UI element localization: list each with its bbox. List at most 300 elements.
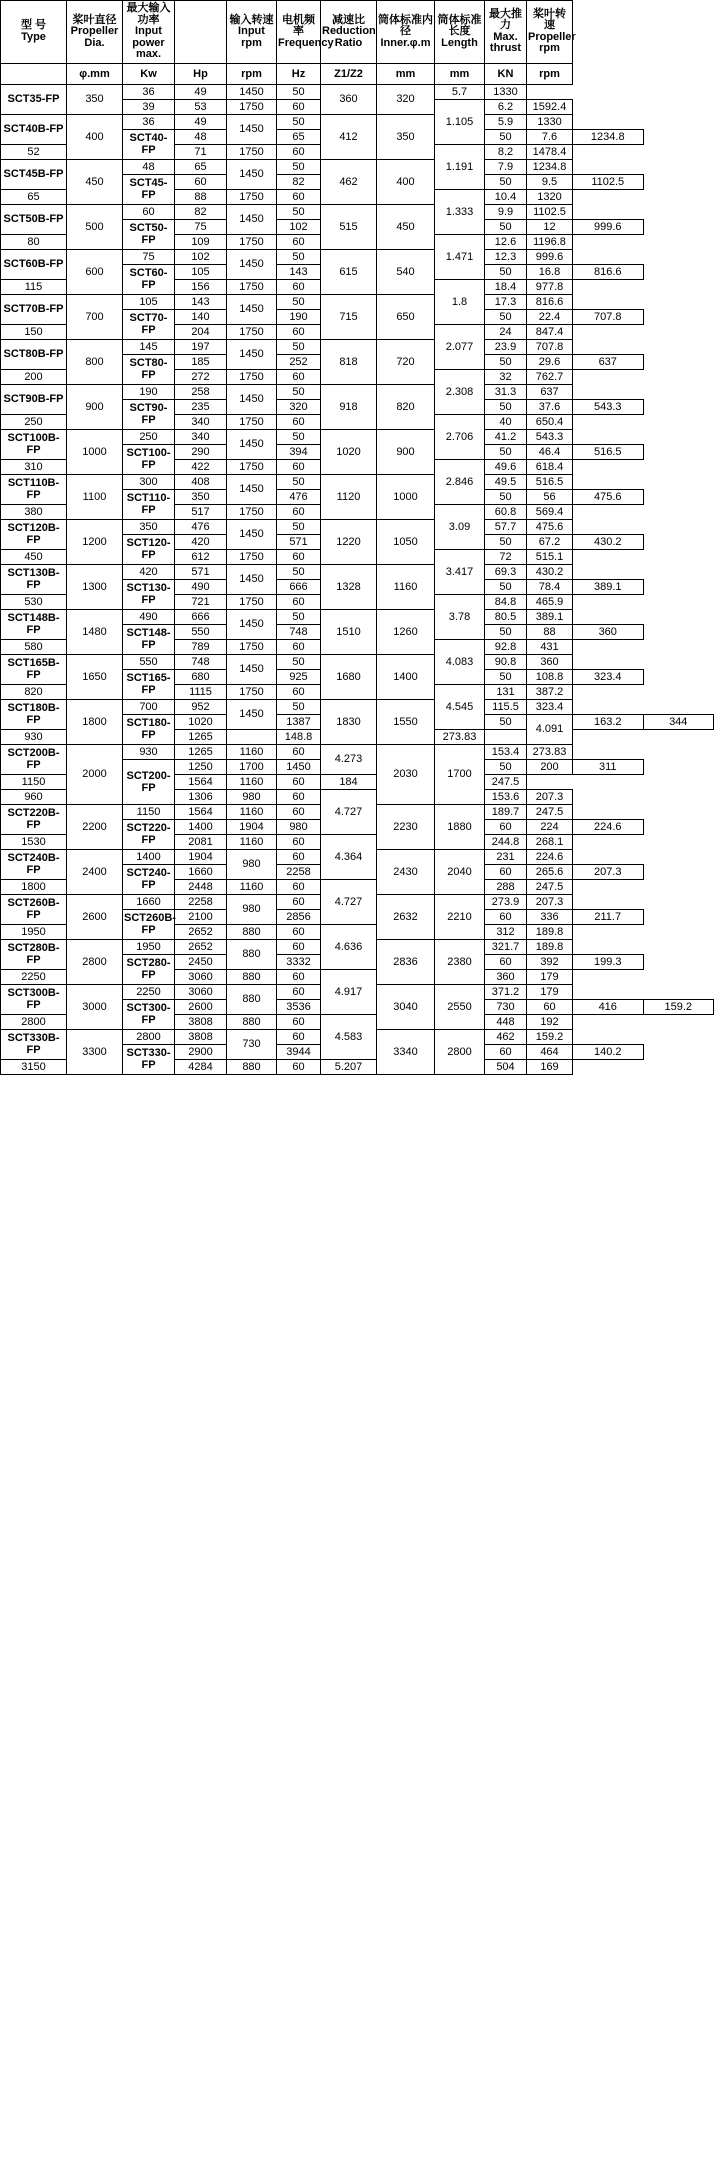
cell-hp: 3060 <box>175 969 227 984</box>
cell-prop-rpm: 179 <box>527 969 573 984</box>
cell-hz: 50 <box>277 519 321 534</box>
cell-prop-rpm: 273.83 <box>527 744 573 759</box>
cell-hp: 65 <box>175 159 227 174</box>
col-header-cn-7: 筒体标准内径 <box>378 13 433 38</box>
cell-model: SCT90B-FP <box>1 384 67 414</box>
cell-hz: 60 <box>277 414 321 429</box>
col-header-3 <box>175 1 227 64</box>
cell-dia: 600 <box>67 249 123 294</box>
cell-kw: 1400 <box>123 849 175 864</box>
cell-dia: 2200 <box>67 804 123 849</box>
cell-prop-rpm: 977.8 <box>527 279 573 294</box>
cell-hp: 53 <box>175 99 227 114</box>
cell-hz: 50 <box>277 384 321 399</box>
cell-ratio: 3.417 <box>435 549 485 594</box>
cell-model: SCT130-FP <box>123 579 175 609</box>
cell-model: SCT60-FP <box>123 264 175 294</box>
cell-dia: 2800 <box>67 939 123 984</box>
cell-rpm: 1750 <box>227 639 277 654</box>
cell-hp: 952 <box>175 699 227 714</box>
cell-prop-rpm: 224.6 <box>527 849 573 864</box>
table-row <box>1 609 714 624</box>
cell-inner: 3040 <box>377 984 435 1029</box>
col-header-1 <box>67 1 123 64</box>
cell-kw: 350 <box>123 519 175 534</box>
cell-length: 900 <box>377 429 435 474</box>
cell-thrust: 90.8 <box>485 654 527 669</box>
cell-hz: 50 <box>485 714 527 729</box>
cell-thrust: 88 <box>527 624 573 639</box>
cell-rpm: 1750 <box>227 369 277 384</box>
cell-hp: 190 <box>277 309 321 324</box>
cell-hp: 143 <box>175 294 227 309</box>
cell-model: SCT80B-FP <box>1 339 67 369</box>
cell-rpm: 1450 <box>277 759 321 774</box>
col-header-cn-9: 最大推力 <box>489 7 522 32</box>
cell-kw: 1250 <box>175 759 227 774</box>
cell-kw: 150 <box>1 324 67 339</box>
cell-model: SCT70B-FP <box>1 294 67 324</box>
cell-hz: 50 <box>277 294 321 309</box>
cell-hz: 50 <box>485 129 527 144</box>
cell-prop-rpm: 465.9 <box>527 594 573 609</box>
cell-inner: 412 <box>321 114 377 159</box>
cell-hp: 252 <box>277 354 321 369</box>
cell-thrust: 448 <box>485 1014 527 1029</box>
cell-prop-rpm: 207.3 <box>527 789 573 804</box>
cell-rpm: 1750 <box>227 234 277 249</box>
cell-model: SCT260B-FP <box>123 909 175 939</box>
col-header-en-8: Length <box>441 36 478 49</box>
cell-dia: 900 <box>67 384 123 429</box>
cell-rpm: 980 <box>227 894 277 924</box>
cell-thrust: 60.8 <box>485 504 527 519</box>
cell-prop-rpm: 159.2 <box>527 1029 573 1044</box>
cell-thrust: 6.2 <box>485 99 527 114</box>
cell-hp: 4284 <box>175 1059 227 1074</box>
cell-hp: 517 <box>175 504 227 519</box>
cell-hp: 109 <box>175 234 227 249</box>
cell-length: 1050 <box>377 519 435 564</box>
cell-kw: 105 <box>123 294 175 309</box>
cell-model: SCT130B-FP <box>1 564 67 594</box>
cell-length: 720 <box>377 339 435 384</box>
cell-thrust: 46.4 <box>527 444 573 459</box>
col-unit-7: mm <box>377 63 435 84</box>
cell-prop-rpm: 999.6 <box>527 249 573 264</box>
cell-hz: 60 <box>277 279 321 294</box>
col-header-6 <box>321 1 377 64</box>
cell-kw: 1950 <box>1 924 67 939</box>
cell-thrust: 416 <box>573 999 644 1014</box>
cell-kw: 450 <box>1 549 67 564</box>
col-header-2 <box>123 1 175 64</box>
cell-hp: 666 <box>175 609 227 624</box>
cell-ratio: 4.636 <box>321 924 377 969</box>
cell-kw: 420 <box>123 564 175 579</box>
cell-hp: 82 <box>175 204 227 219</box>
col-header-10 <box>527 1 576 64</box>
cell-prop-rpm: 1320 <box>527 189 573 204</box>
cell-kw: 1020 <box>175 714 227 729</box>
cell-thrust: 92.8 <box>485 639 527 654</box>
cell-length: 1000 <box>377 474 435 519</box>
cell-hp: 2258 <box>175 894 227 909</box>
cell-hp: 88 <box>175 189 227 204</box>
cell-hp: 3332 <box>277 954 321 969</box>
cell-model: SCT45B-FP <box>1 159 67 189</box>
cell-rpm: 880 <box>227 1014 277 1029</box>
cell-thrust: 189.7 <box>485 804 527 819</box>
cell-prop-rpm: 224.6 <box>573 819 644 834</box>
cell-inner: 2430 <box>377 849 435 894</box>
col-header-9 <box>485 1 527 64</box>
cell-length: 400 <box>377 159 435 204</box>
cell-hp: 1564 <box>175 804 227 819</box>
cell-hp: 102 <box>277 219 321 234</box>
cell-prop-rpm: 637 <box>527 384 573 399</box>
col-header-en-0: Type <box>21 30 46 43</box>
col-unit-10: rpm <box>527 63 573 84</box>
cell-hz: 50 <box>277 114 321 129</box>
cell-kw: 75 <box>175 219 227 234</box>
cell-rpm: 980 <box>227 849 277 879</box>
cell-inner: 818 <box>321 339 377 384</box>
cell-model: SCT148-FP <box>123 624 175 654</box>
cell-dia: 2000 <box>67 744 123 804</box>
cell-model: SCT300B-FP <box>1 984 67 1014</box>
cell-ratio: 1.471 <box>435 234 485 279</box>
cell-prop-rpm: 618.4 <box>527 459 573 474</box>
cell-inner: 1830 <box>321 699 377 744</box>
cell-prop-rpm: 159.2 <box>643 999 714 1014</box>
cell-hp: 65 <box>277 129 321 144</box>
cell-rpm: 880 <box>227 924 277 939</box>
cell-thrust: 5.7 <box>435 84 485 99</box>
header-row-titles <box>1 1 714 64</box>
cell-length: 450 <box>377 204 435 249</box>
cell-prop-rpm: 247.5 <box>527 879 573 894</box>
cell-dia: 3000 <box>67 984 123 1029</box>
cell-rpm: 1450 <box>227 474 277 504</box>
cell-kw: 960 <box>1 789 67 804</box>
cell-kw: 1530 <box>1 834 67 849</box>
cell-kw: 1800 <box>1 879 67 894</box>
cell-kw: 350 <box>175 489 227 504</box>
cell-dia: 1300 <box>67 564 123 609</box>
cell-prop-rpm: 1196.8 <box>527 234 573 249</box>
cell-kw: 290 <box>175 444 227 459</box>
cell-rpm: 1160 <box>227 744 277 759</box>
cell-hz: 60 <box>277 939 321 954</box>
cell-ratio: 5.207 <box>321 1059 377 1074</box>
cell-inner: 2836 <box>377 939 435 984</box>
cell-prop-rpm: 1592.4 <box>527 99 573 114</box>
cell-rpm: 1450 <box>227 654 277 684</box>
cell-thrust: 462 <box>485 1029 527 1044</box>
cell-thrust: 72 <box>485 549 527 564</box>
cell-thrust: 360 <box>485 969 527 984</box>
cell-model: SCT100B-FP <box>1 429 67 459</box>
cell-inner: 715 <box>321 294 377 339</box>
cell-dia: 1100 <box>67 474 123 519</box>
cell-prop-rpm: 816.6 <box>573 264 644 279</box>
cell-prop-rpm: 389.1 <box>573 579 644 594</box>
cell-thrust: 153.6 <box>485 789 527 804</box>
cell-hp: 925 <box>277 669 321 684</box>
cell-hz: 60 <box>277 99 321 114</box>
cell-kw: 490 <box>123 609 175 624</box>
cell-thrust: 288 <box>485 879 527 894</box>
cell-hp: 1700 <box>227 759 277 774</box>
col-header-en-2: Input power max. <box>132 25 165 61</box>
cell-model: SCT220B-FP <box>1 804 67 834</box>
cell-prop-rpm: 1330 <box>485 84 527 99</box>
cell-model: SCT180B-FP <box>1 699 67 729</box>
cell-hp: 1265 <box>175 744 227 759</box>
cell-thrust: 49.5 <box>485 474 527 489</box>
col-header-cn-6: 减速比 <box>332 13 365 26</box>
cell-prop-rpm: 847.4 <box>527 324 573 339</box>
cell-hz: 60 <box>277 879 321 894</box>
cell-model: SCT280B-FP <box>1 939 67 969</box>
cell-thrust: 184 <box>321 774 377 789</box>
cell-kw: 680 <box>175 669 227 684</box>
cell-thrust: 371.2 <box>485 984 527 999</box>
cell-length: 1550 <box>377 699 435 744</box>
cell-hp: 197 <box>175 339 227 354</box>
cell-prop-rpm: 475.6 <box>573 489 644 504</box>
cell-thrust: 231 <box>485 849 527 864</box>
table-row <box>1 204 714 219</box>
cell-hz: 50 <box>485 219 527 234</box>
cell-ratio: 4.727 <box>321 789 377 834</box>
table-row <box>1 699 714 714</box>
cell-inner: 1680 <box>321 654 377 699</box>
cell-model: SCT100-FP <box>123 444 175 474</box>
table-row <box>1 84 714 99</box>
cell-ratio: 1.105 <box>435 99 485 144</box>
cell-thrust: 312 <box>485 924 527 939</box>
cell-length: 350 <box>377 114 435 159</box>
cell-ratio: 4.583 <box>321 1014 377 1059</box>
table-row <box>1 654 714 669</box>
cell-model: SCT110-FP <box>123 489 175 519</box>
cell-kw: 235 <box>175 399 227 414</box>
cell-dia: 1800 <box>67 699 123 744</box>
cell-kw: 1150 <box>123 804 175 819</box>
cell-hz: 50 <box>277 474 321 489</box>
header-row-units <box>1 63 714 84</box>
cell-length: 540 <box>377 249 435 294</box>
col-header-cn-5: 电机频率 <box>282 13 315 38</box>
cell-hp: 102 <box>175 249 227 264</box>
cell-kw: 2250 <box>1 969 67 984</box>
cell-hz: 60 <box>277 834 321 849</box>
cell-kw: 2800 <box>123 1029 175 1044</box>
cell-hz: 50 <box>485 309 527 324</box>
cell-thrust: 84.8 <box>485 594 527 609</box>
cell-hp: 204 <box>175 324 227 339</box>
cell-hp: 571 <box>175 564 227 579</box>
cell-prop-rpm: 762.7 <box>527 369 573 384</box>
cell-hp: 408 <box>175 474 227 489</box>
cell-kw: 820 <box>1 684 67 699</box>
cell-ratio: 4.364 <box>321 834 377 879</box>
cell-hz: 60 <box>485 819 527 834</box>
cell-inner: 515 <box>321 204 377 249</box>
cell-inner: 3340 <box>377 1029 435 1074</box>
cell-thrust: 24 <box>485 324 527 339</box>
cell-ratio: 2.308 <box>435 369 485 414</box>
cell-prop-rpm: 247.5 <box>527 804 573 819</box>
cell-prop-rpm: 516.5 <box>527 474 573 489</box>
cell-model: SCT200B-FP <box>1 744 67 774</box>
cell-prop-rpm: 189.8 <box>527 924 573 939</box>
cell-dia: 2400 <box>67 849 123 894</box>
cell-dia: 400 <box>67 114 123 159</box>
cell-kw: 2450 <box>175 954 227 969</box>
cell-prop-rpm: 543.3 <box>573 399 644 414</box>
cell-thrust: 9.9 <box>485 204 527 219</box>
cell-kw: 1400 <box>175 819 227 834</box>
cell-hz: 50 <box>277 609 321 624</box>
cell-inner: 1510 <box>321 609 377 654</box>
table-row <box>1 249 714 264</box>
cell-kw: 36 <box>123 114 175 129</box>
cell-rpm: 1750 <box>227 549 277 564</box>
cell-hz: 50 <box>485 579 527 594</box>
cell-hp: 2448 <box>175 879 227 894</box>
cell-model: SCT45-FP <box>123 174 175 204</box>
cell-thrust: 32 <box>485 369 527 384</box>
cell-hz: 60 <box>277 684 321 699</box>
cell-kw: 185 <box>175 354 227 369</box>
cell-hp: 789 <box>175 639 227 654</box>
cell-hz: 60 <box>277 1059 321 1074</box>
cell-prop-rpm: 1102.5 <box>573 174 644 189</box>
cell-model: SCT70-FP <box>123 309 175 339</box>
cell-hp: 721 <box>175 594 227 609</box>
cell-prop-rpm: 323.4 <box>527 699 573 714</box>
cell-hz: 60 <box>277 639 321 654</box>
cell-kw: 250 <box>123 429 175 444</box>
cell-prop-rpm: 360 <box>527 654 573 669</box>
cell-thrust: 163.2 <box>573 714 644 729</box>
cell-rpm: 880 <box>227 1059 277 1074</box>
cell-rpm: 1750 <box>227 189 277 204</box>
cell-model: SCT200-FP <box>123 759 175 804</box>
cell-thrust: 69.3 <box>485 564 527 579</box>
cell-prop-rpm: 247.5 <box>485 774 527 789</box>
col-unit-0 <box>1 63 67 84</box>
cell-prop-rpm: 140.2 <box>573 1044 644 1059</box>
cell-hp: 320 <box>277 399 321 414</box>
cell-model: SCT35-FP <box>1 84 67 114</box>
cell-hz: 60 <box>277 594 321 609</box>
cell-model: SCT120-FP <box>123 534 175 564</box>
cell-thrust: 200 <box>527 759 573 774</box>
cell-kw: 580 <box>1 639 67 654</box>
cell-hz: 50 <box>485 444 527 459</box>
cell-model: SCT110B-FP <box>1 474 67 504</box>
cell-length: 650 <box>377 294 435 339</box>
cell-thrust: 56 <box>527 489 573 504</box>
cell-ratio: 1.191 <box>435 144 485 189</box>
cell-hz: 50 <box>485 624 527 639</box>
cell-kw: 490 <box>175 579 227 594</box>
cell-thrust: 153.4 <box>485 744 527 759</box>
cell-kw: 310 <box>1 459 67 474</box>
cell-kw: 2250 <box>123 984 175 999</box>
cell-rpm: 1450 <box>227 114 277 144</box>
cell-prop-rpm: 207.3 <box>573 864 644 879</box>
cell-hz: 50 <box>277 699 321 714</box>
cell-prop-rpm: 207.3 <box>527 894 573 909</box>
col-header-0 <box>1 1 67 64</box>
cell-hp: 156 <box>175 279 227 294</box>
cell-hz: 60 <box>277 894 321 909</box>
cell-rpm: 730 <box>227 1029 277 1059</box>
cell-inner: 462 <box>321 159 377 204</box>
cell-hp: 422 <box>175 459 227 474</box>
cell-hz: 50 <box>485 669 527 684</box>
cell-kw: 2800 <box>1 1014 67 1029</box>
cell-prop-rpm: 344 <box>643 714 714 729</box>
cell-inner: 360 <box>321 84 377 114</box>
cell-dia: 2600 <box>67 894 123 939</box>
cell-hp: 49 <box>175 114 227 129</box>
cell-ratio: 4.273 <box>321 744 377 774</box>
cell-thrust: 224 <box>527 819 573 834</box>
cell-kw: 1660 <box>123 894 175 909</box>
col-header-en-1: Propeller Dia. <box>70 25 119 49</box>
cell-ratio: 4.545 <box>435 684 485 729</box>
cell-prop-rpm: 189.8 <box>527 939 573 954</box>
cell-thrust: 464 <box>527 1044 573 1059</box>
cell-hz: 60 <box>277 924 321 939</box>
cell-hp: 3060 <box>175 984 227 999</box>
cell-hz: 60 <box>277 744 321 759</box>
cell-kw: 39 <box>123 99 175 114</box>
cell-kw: 420 <box>175 534 227 549</box>
cell-hp: 612 <box>175 549 227 564</box>
cell-rpm: 1750 <box>227 279 277 294</box>
cell-rpm: 1450 <box>227 384 277 414</box>
cell-rpm: 1450 <box>227 249 277 279</box>
table-row <box>1 519 714 534</box>
cell-kw: 52 <box>1 144 67 159</box>
cell-inner: 1220 <box>321 519 377 564</box>
cell-hz: 60 <box>277 144 321 159</box>
cell-hz: 60 <box>277 849 321 864</box>
cell-ratio: 4.091 <box>527 714 573 744</box>
cell-hp: 1904 <box>175 849 227 864</box>
cell-kw: 2600 <box>175 999 227 1014</box>
cell-model: SCT50B-FP <box>1 204 67 234</box>
cell-thrust: 321.7 <box>485 939 527 954</box>
cell-prop-rpm: 475.6 <box>527 519 573 534</box>
cell-inner: 2030 <box>377 744 435 804</box>
cell-prop-rpm: 430.2 <box>527 564 573 579</box>
cell-length: 1880 <box>435 804 485 849</box>
cell-rpm: 1450 <box>227 519 277 549</box>
cell-hz: 50 <box>485 354 527 369</box>
cell-kw: 300 <box>123 474 175 489</box>
cell-hz: 60 <box>527 999 573 1014</box>
cell-dia: 3300 <box>67 1029 123 1074</box>
table-row <box>1 339 714 354</box>
